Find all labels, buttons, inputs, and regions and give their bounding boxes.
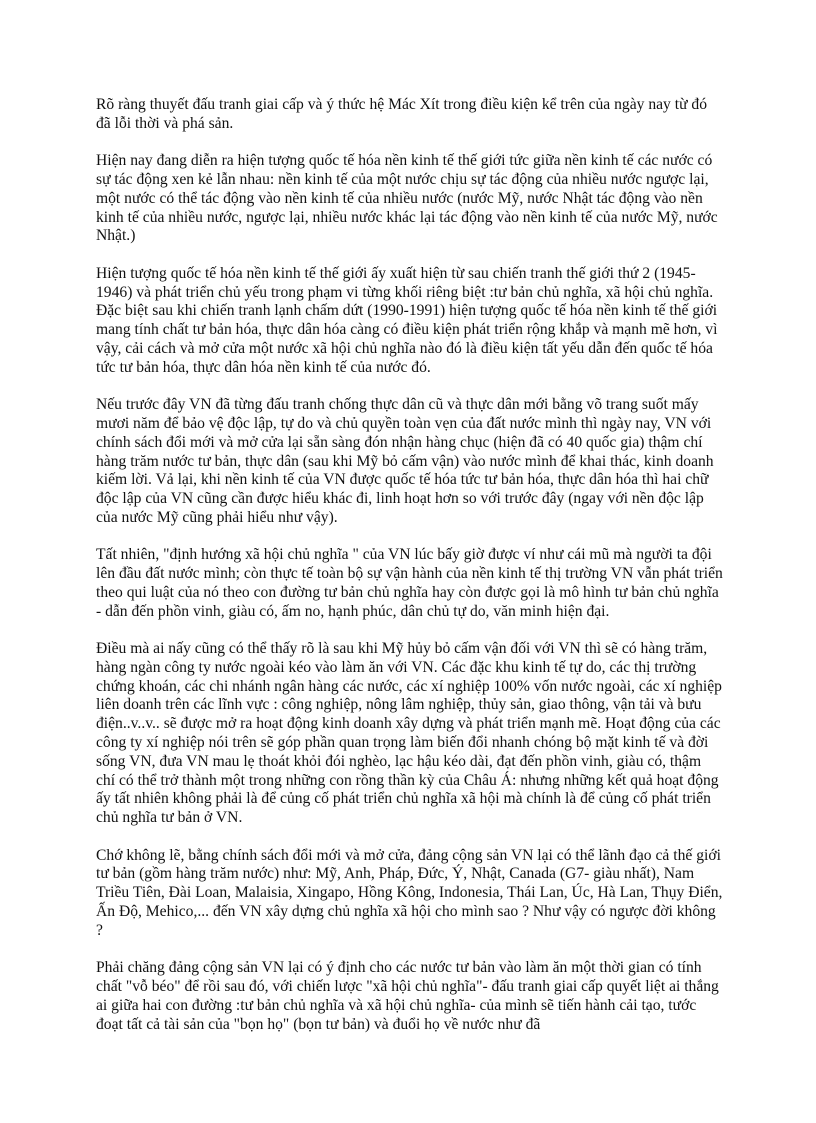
paragraph-3: Hiện tượng quốc tế hóa nền kinh tế thế giới ấy xuất hiện từ sau chiến tranh thế giới thứ 2 (1945-1946) và phát triển chủ yếu trong phạm vi từng khối riêng biệt :tư bản chủ nghĩa, xã hội chủ nghĩa. Đặc biệt sau khi chiến tranh lạnh chấm dứt (1990-1991) hiện tượng quốc tế hóa nền kinh tế thế giới mang tính chất tư bản hóa, thực dân hóa càng có điều kiện phát triển rộng khắp và mạnh mẽ hơn, vì vậy, cải cách và mở cửa một nước xã hội chủ nghĩa nào đó là điều kiện tất yếu dẫn đến quốc tế hóa tức tư bản hóa, thực dân hóa nền kinh tế của nước đó.: [96, 264, 718, 376]
paragraph-7: Chớ không lẽ, bằng chính sách đổi mới và mở cửa, đảng cộng sản VN lại có thể lãnh đạo cả thế giới tư bản (gồm hàng trăm nước) như: Mỹ, Anh, Pháp, Đức, Ý, Nhật, Canada (G7- giàu nhất), Nam Triều Tiên, Đài Loan, Malaisia, Xingapo, Hồng Kông, Indonesia, Thái Lan, Úc, Hà Lan, Thụy Điển, Ấn Độ, Mehico,... đến VN xây dựng chủ nghĩa xã hội cho mình sao ? Như vậy có ngược đời không ?: [96, 846, 723, 939]
paragraph-8: Phải chăng đảng cộng sản VN lại có ý định cho các nước tư bản vào làm ăn một thời gian có tính chất "vỗ béo" để rồi sau đó, với chiến lược "xã hội chủ nghĩa"- đấu tranh giai cấp quyết liệt ai thắng ai giữa hai con đường :tư bản chủ nghĩa và xã hội chủ nghĩa- của mình sẽ tiến hành cải tạo, tước đoạt tất cả tài sản của "bọn họ" (bọn tư bản) và đuổi họ về nước như đã: [96, 959, 719, 1033]
paragraph-6: Điều mà ai nấy cũng có thể thấy rõ là sau khi Mỹ hủy bỏ cấm vận đối với VN thì sẽ có hàng trăm, hàng ngàn công ty nước ngoài kéo vào làm ăn với VN. Các đặc khu kinh tế tự do, các thị trường chứng khoán, các chi nhánh ngân hàng các nước, các xí nghiệp 100% vốn nước ngoài, các xí nghiệp liên doanh trên các lĩnh vực : công nghiệp, nông lâm nghiệp, thủy sản, giao thông, vận tải và bưu điện..v..v.. sẽ được mở ra hoạt động kinh doanh xây dựng và phát triển mạnh mẽ. Hoạt động của các công ty xí nghiệp nói trên sẽ góp phần quan trọng làm biến đổi nhanh chóng bộ mặt kinh tế và đời sống VN, đưa VN mau lẹ thoát khỏi đói nghèo, lạc hậu kéo dài, đạt đến phồn vinh, giàu có, thậm chí có thể trở thành một trong những con rồng thần kỳ của Châu Á: nhưng những kết quả hoạt động ấy tất nhiên không phải là để củng cố phát triển chủ nghĩa xã hội mà chính là để củng cố phát triển chủ nghĩa tư bản ở VN.: [96, 640, 722, 827]
paragraph-1: Rõ ràng thuyết đấu tranh giai cấp và ý thức hệ Mác Xít trong điều kiện kể trên của ngày nay từ đó đã lỗi thời và phá sản.: [96, 96, 708, 132]
paragraph-2: Hiện nay đang diễn ra hiện tượng quốc tế hóa nền kinh tế thế giới tức giữa nền kinh tế các nước có sự tác động xen kẻ lẫn nhau: nền kinh tế của một nước chịu sự tác động của nhiều nước ngược lại, một nước có thể tác động vào nền kinh tế của nhiều nước (nước Mỹ, nước Nhật tác động vào nền kinh tế của nhiều nước, ngược lại, nhiều nước khác lại tác động vào nền kinh tế của nước Mỹ, nước Nhật.): [96, 152, 718, 245]
paragraph-4: Nếu trước đây VN đã từng đấu tranh chống thực dân cũ và thực dân mới bằng võ trang suốt mấy mươi năm để bảo vệ độc lập, tự do và chủ quyền toàn vẹn của đất nước mình thì ngày nay, VN với chính sách đổi mới và mở cửa lại sẵn sàng đón nhận hàng chục (hiện đã có 40 quốc gia) thậm chí hàng trăm nước tư bản, thực dân (sau khi Mỹ bỏ cấm vận) vào nước mình để khai thác, kinh doanh kiếm lời. Vả lại, khi nền kinh tế của VN được quốc tế hóa tức tư bản hóa, thực dân hóa thì hai chữ độc lập của VN cũng cần được hiểu khác đi, linh hoạt hơn so với trước đây (ngay với nền độc lập của nước Mỹ cũng phải hiểu như vậy).: [96, 396, 714, 526]
document-page: [96, 96, 724, 1053]
paragraph-5: Tất nhiên, "định hướng xã hội chủ nghĩa " của VN lúc bấy giờ được ví như cái mũ mà người ta đội lên đầu đất nước mình; còn thực tế toàn bộ sự vận hành của nền kinh tế thị trường VN vẫn phát triển theo qui luật của nó theo con đường tư bản chủ nghĩa hay còn được gọi là mô hình tư bản chủ nghĩa - dẫn đến phồn vinh, giàu có, ấm no, hạnh phúc, dân chủ tự do, văn minh hiện đại.: [96, 546, 723, 620]
